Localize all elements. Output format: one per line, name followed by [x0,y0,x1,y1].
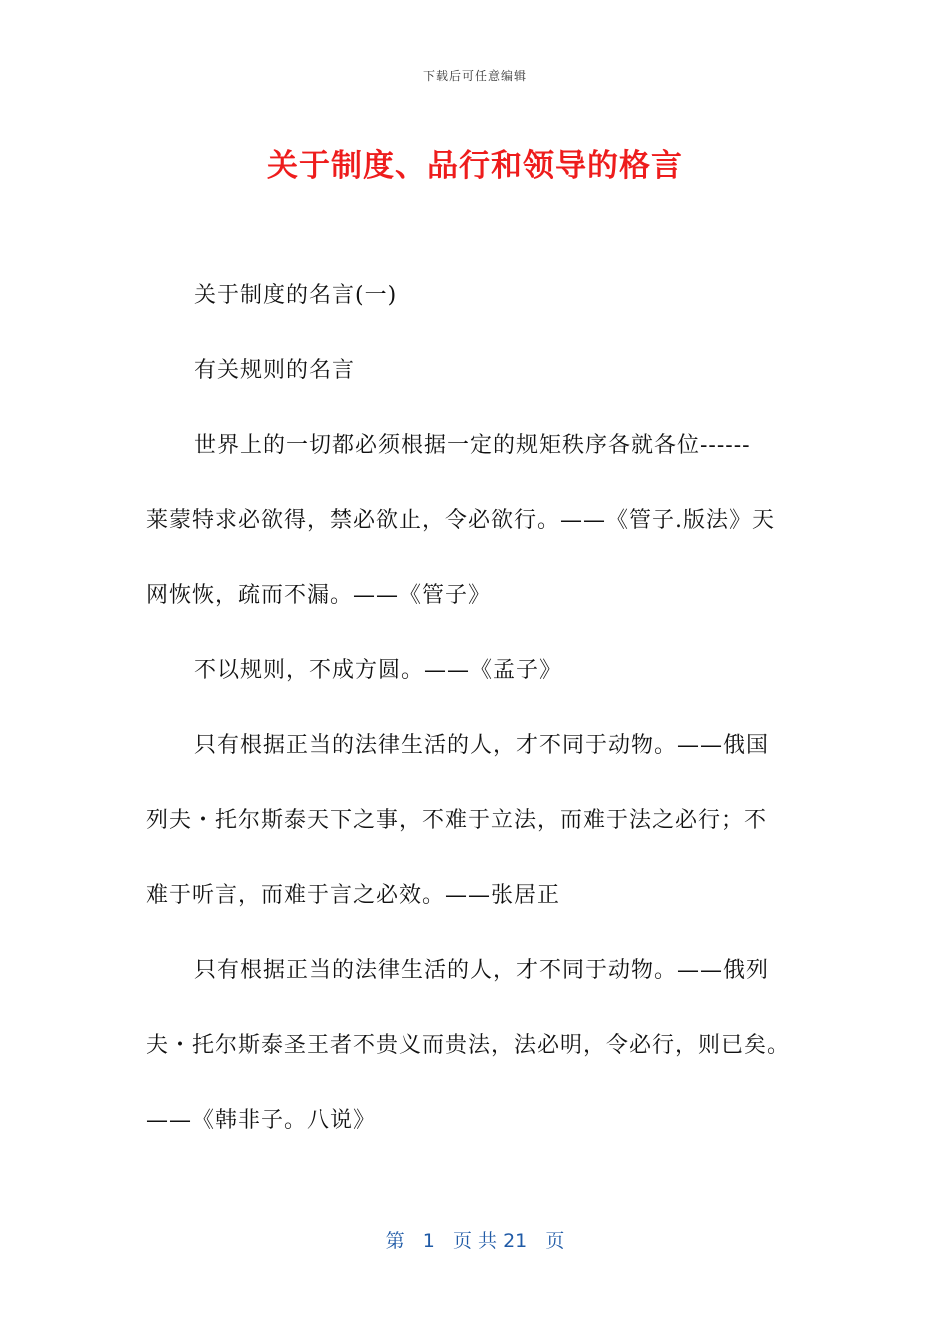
body-line: 莱蒙特求必欲得，禁必欲止，令必欲行。——《管子.版法》天 [146,508,775,533]
footer-suffix: 页 [545,1230,565,1252]
page-header-note: 下载后可任意编辑 [422,69,527,83]
footer-total-pages: 21 [503,1230,528,1252]
body-line: 难于听言，而难于言之必效。——张居正 [146,883,561,908]
document-body [146,258,806,1158]
body-line: 网恢恢，疏而不漏。——《管子》 [146,583,492,608]
body-line: ——《韩非子。八说》 [146,1108,377,1133]
body-line: 只有根据正当的法律生活的人，才不同于动物。——俄列 [194,958,770,983]
body-line: 有关规则的名言 [194,358,356,383]
footer-current-page: 1 [422,1230,435,1252]
page-footer [0,1226,950,1253]
body-line: 夫・托尔斯泰圣王者不贵义而贵法，法必明，令必行，则已矣。 [146,1033,791,1058]
document-title: 关于制度、品行和领导的格言 [267,148,683,184]
body-line: 不以规则，不成方圆。——《孟子》 [194,658,563,683]
body-line: 世界上的一切都必须根据一定的规矩秩序各就各位------ [194,433,751,458]
footer-prefix: 第 [385,1230,405,1252]
body-line: 只有根据正当的法律生活的人，才不同于动物。——俄国 [194,733,770,758]
body-line: 列夫・托尔斯泰天下之事，不难于立法，而难于法之必行；不 [146,808,768,833]
body-line: 关于制度的名言(一) [194,283,398,308]
footer-middle: 页 共 [452,1230,498,1252]
